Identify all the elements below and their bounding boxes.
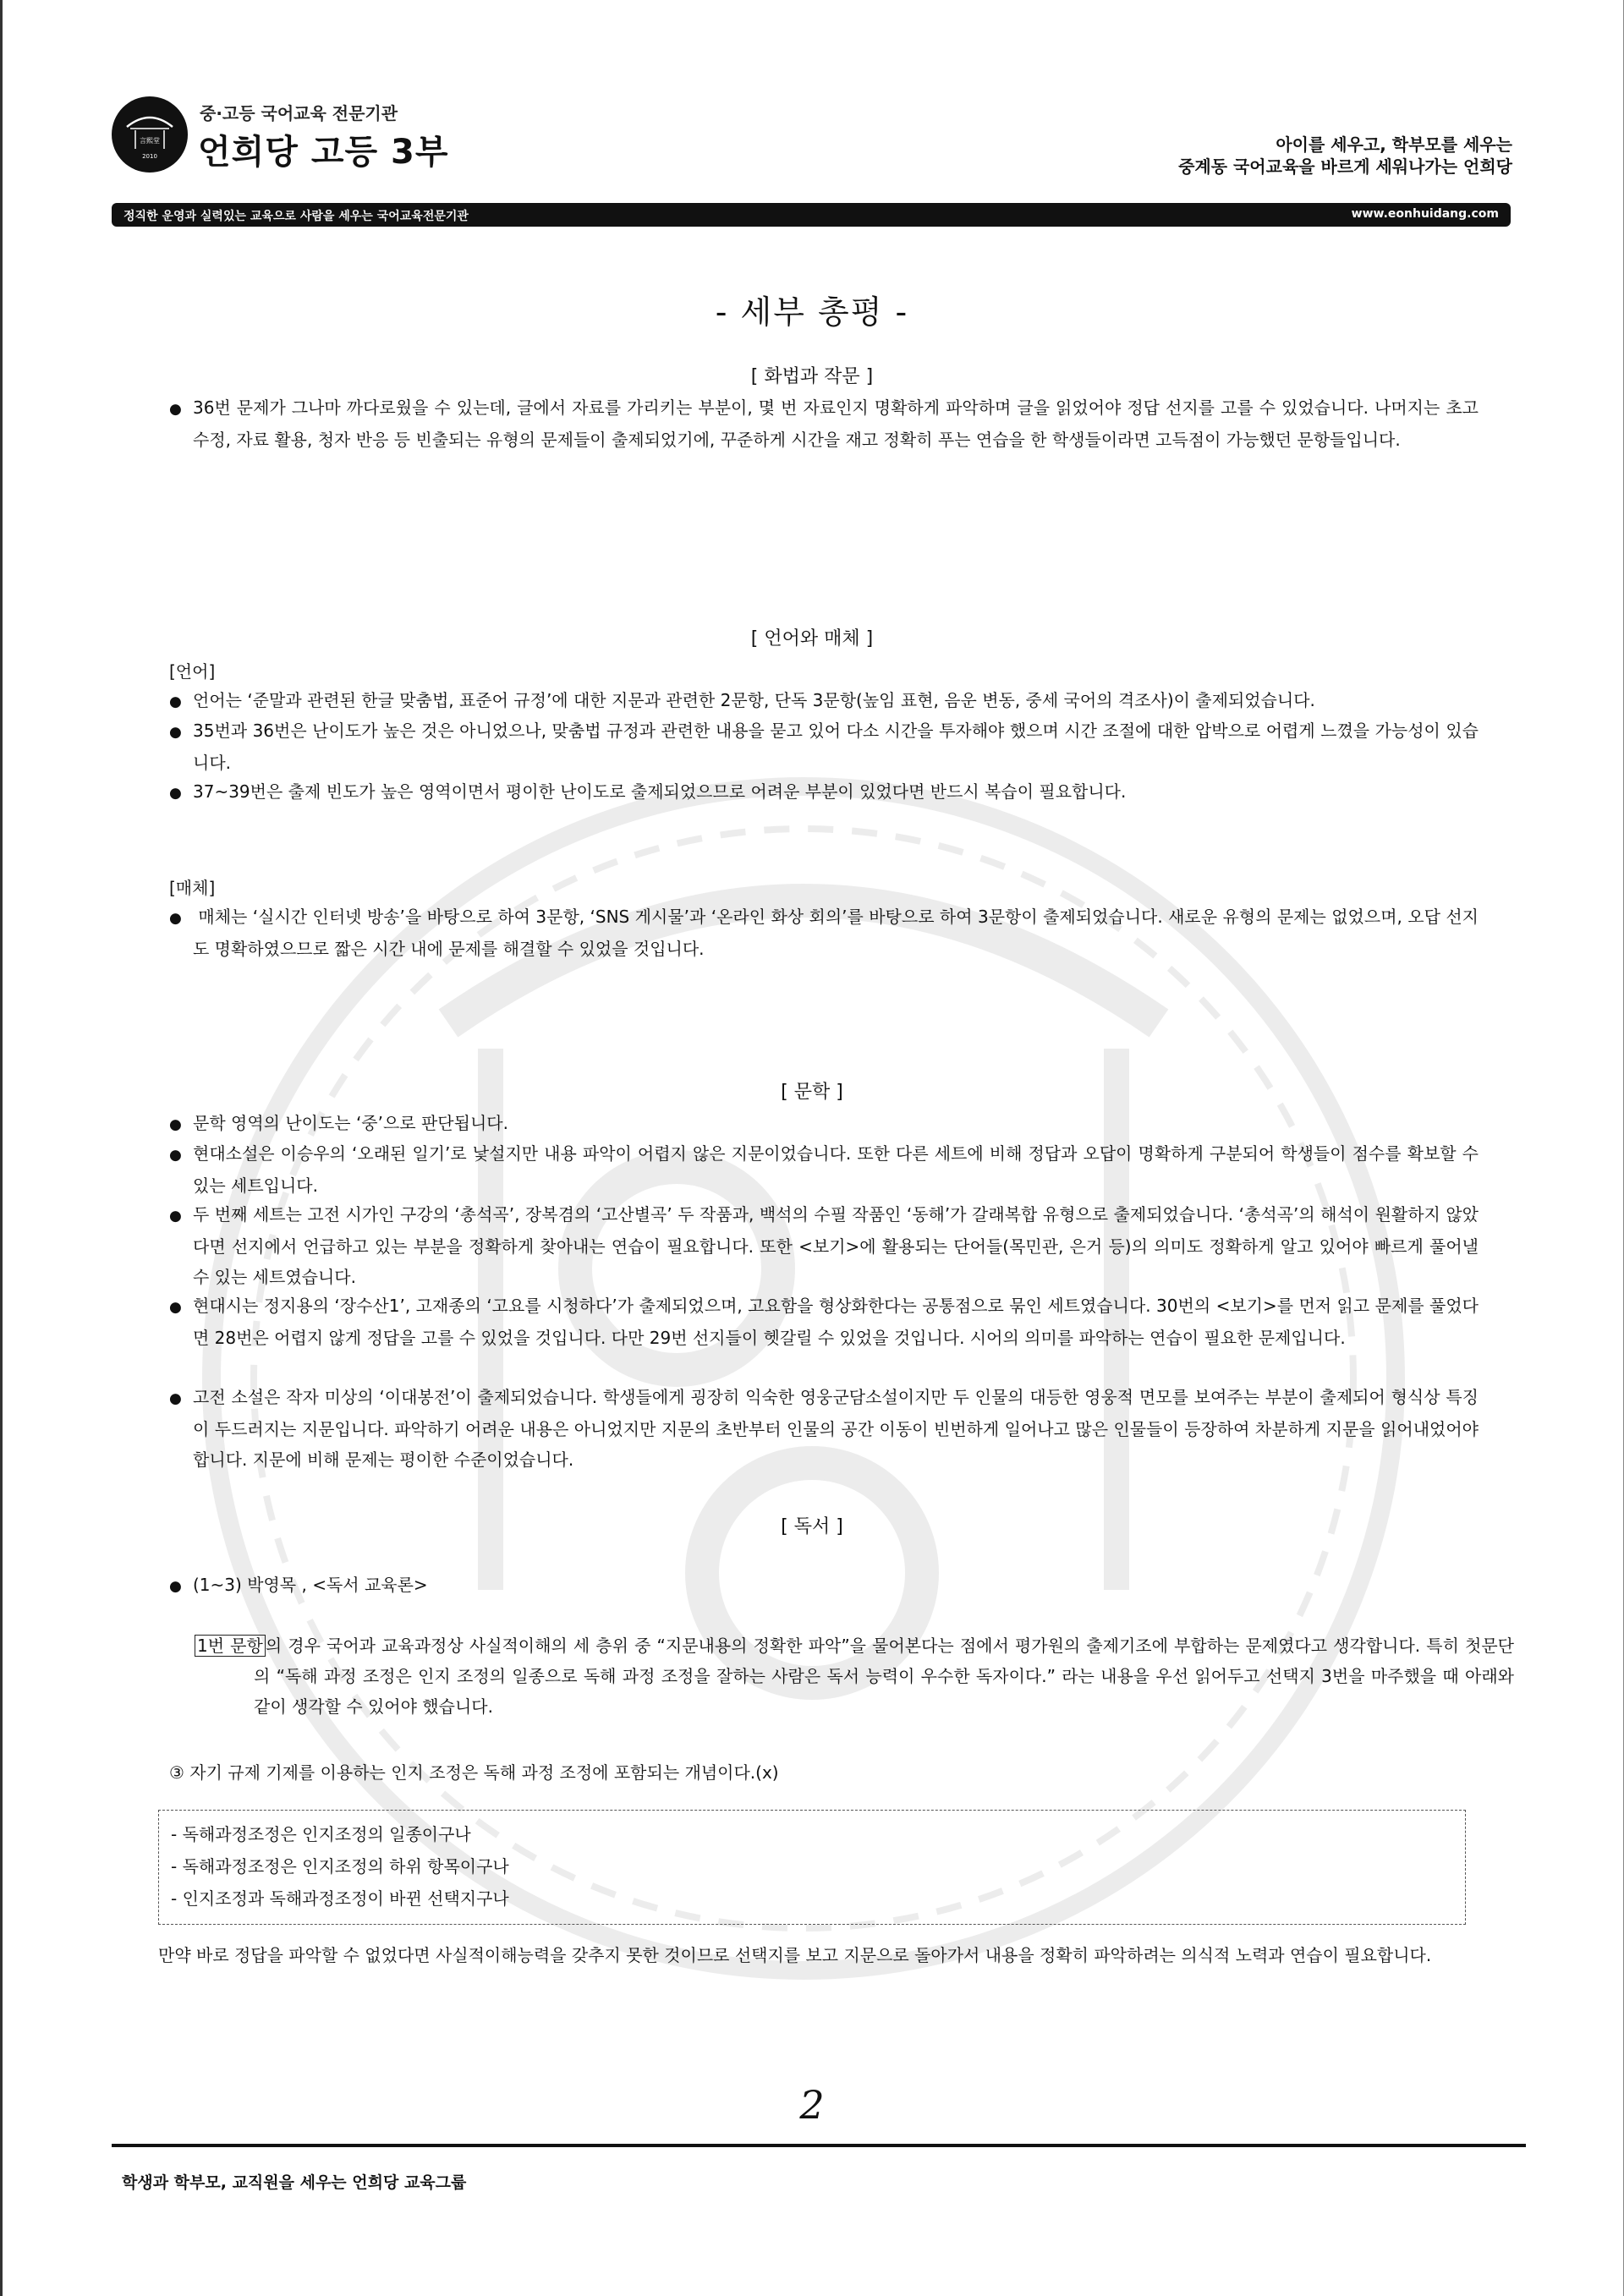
brand-name: 언희당 고등 3부 [198,133,449,172]
page-title: - 세부 총평 - [715,293,909,331]
page-left-border [0,0,3,2296]
hwabeop-bullet-1: ● 36번 문제가 그나마 까다로웠을 수 있는데, 글에서 자료를 가리키는 부분이, 몇 번 자료인지 명확하게 파악하며 글을 읽었어야 정답 선지를 고를 수 있었습니다. 나머지는 초고 수정, 자료 활용, 청자 반응 등 빈출되는 유형의 문제들이 출제되었기에, 꾸준하게 시간을 재고 정확히 푸는 연습을 한 학생들이라면 고득점이 가능했던 문항들입니다. [169,392,1479,455]
subheading-media: [매체] [169,878,216,898]
language-bullet-1: ● 언어는 ‘준말과 관련된 한글 맞춤법, 표준어 규정’에 대한 지문과 관련한 2문항, 단독 3문항(높임 표현, 음운 변동, 중세 국어의 격조사)이 출제되었습니다. [169,685,1479,717]
literature-bullet-4: ● 현대시는 정지용의 ‘장수산1’, 고재종의 ‘고요를 시청하다’가 출제되었으며, 고요함을 형상화한다는 공통점으로 묶인 세트였습니다. 30번의 <보기>를 먼저 읽고 문제를 풀었다면 28번은 어렵지 않게 정답을 고를 수 있었을 것입니다. 다만 29번 선지들이 헷갈릴 수 있었을 것입니다. 시어의 의미를 파악하는 연습이 필요한 문제입니다. [169,1290,1479,1353]
question-1-text: 의 경우 국어과 교육과정상 사실적이해의 세 층위 중 “지문내용의 정확한 파악”을 물어본다는 점에서 평가원의 출제기조에 부합하는 문제였다고 생각합니다. 특히 첫문단의 “독해 과정 조정은 인지 조정의 일종으로 독해 과정 조정을 잘하는 사람은 독서 능력이 우수한 독자이다.” 라는 내용을 우선 읽어두고 선택지 3번을 마주했을 때 아래와 같이 생각할 수 있어야 했습니다. [254,1636,1514,1717]
page-number: 2 [799,2082,825,2128]
slogan-line-2: 중계동 국어교육을 바르게 세워나가는 언희당 [1178,156,1512,177]
reading-closing: 만약 바로 정답을 파악할 수 없었다면 사실적이해능력을 갖추지 못한 것이므로 선택지를 보고 지문으로 돌아가서 내용을 정확히 파악하려는 의식적 노력과 연습이 필요합니다. [158,1945,1432,1965]
reading-q1-explanation [195,1630,1514,1722]
choice-3-statement: ③ 자기 규제 기제를 이용하는 인지 조정은 독해 과정 조정에 포함되는 개념이다.(x) [169,1762,779,1783]
subheading-language: [언어] [169,661,216,682]
svg-text:言熙堂: 言熙堂 [140,137,160,145]
slogan-line-1: 아이를 세우고, 학부모를 세우는 [1276,134,1512,155]
section-heading-dokseo: [ 독서 ] [781,1516,843,1537]
literature-bullet-3: ● 두 번째 세트는 고전 시가인 구강의 ‘총석곡’, 장복겸의 ‘고산별곡’ 두 작품과, 백석의 수필 작품인 ‘동해’가 갈래복합 유형으로 출제되었습니다. ‘총석곡’의 해석이 원활하지 않았다면 선지에서 언급하고 있는 부분을 정확하게 찾아내는 연습이 필요합니다. 또한 <보기>에 활용되는 단어들(목민관, 은거 등)의 의미도 정확하게 알고 있어야 빠르게 풀어낼 수 있는 세트였습니다. [169,1199,1479,1292]
language-bullet-2: ● 35번과 36번은 난이도가 높은 것은 아니었으나, 맞춤법 규정과 관련한 내용을 묻고 있어 다소 시간을 투자해야 했으며 시간 조절에 대한 압박으로 어렵게 느꼈을 가능성이 있습니다. [169,715,1479,778]
question-1-label: 1번 문항 [195,1635,266,1657]
literature-bullet-5: ● 고전 소설은 작자 미상의 ‘이대봉전’이 출제되었습니다. 학생들에게 굉장히 익숙한 영웅군담소설이지만 두 인물의 대등한 영웅적 면모를 보여주는 부분이 출제되어 형식상 특징이 두드러지는 지문입니다. 파악하기 어려운 내용은 아니었지만 지문의 초반부터 인물의 공간 이동이 빈번하게 일어나고 많은 인물들이 등장하여 차분하게 지문을 읽어내었어야 합니다. 지문에 비해 문제는 평이한 수준이었습니다. [169,1382,1479,1475]
literature-bullet-2: ● 현대소설은 이승우의 ‘오래된 일기’로 낯설지만 내용 파악이 어렵지 않은 지문이었습니다. 또한 다른 세트에 비해 정답과 오답이 명확하게 구분되어 학생들이 점수를 확보할 수 있는 세트입니다. [169,1138,1479,1201]
thinking-box [158,1810,1466,1925]
svg-text:2010: 2010 [142,153,157,160]
footer-text: 학생과 학부모, 교직원을 세우는 언희당 교육그룹 [122,2173,467,2192]
logo-icon [112,96,188,173]
website-link[interactable]: www.eonhuidang.com [1351,207,1499,221]
section-heading-munhak: [ 문학 ] [781,1082,843,1103]
section-heading-hwabeop: [ 화법과 작문 ] [750,366,874,387]
thinking-line-1: - 독해과정조정은 인지조정의 일종이구나 [171,1824,471,1844]
thinking-line-3: - 인지조정과 독해과정조정이 바뀐 선택지구나 [171,1888,509,1909]
header-bar [112,203,1511,227]
language-bullet-3: ● 37~39번은 출제 빈도가 높은 영역이면서 평이한 난이도로 출제되었으므로 어려운 부분이 있었다면 반드시 복습이 필요합니다. [169,776,1479,808]
header-slogan [1178,134,1512,178]
logo-emblem [112,96,188,173]
media-bullet-1: ● 매체는 ‘실시간 인터넷 방송’을 바탕으로 하여 3문항, ‘SNS 게시물’과 ‘온라인 화상 회의’를 바탕으로 하여 3문항이 출제되었습니다. 새로운 유형의 문제는 없었으며, 오답 선지도 명확하였으므로 짧은 시간 내에 문제를 해결할 수 있었을 것입니다. [169,901,1479,964]
reading-bullet-1: ● (1~3) 박영목 , <독서 교육론> [169,1570,1479,1602]
section-heading-eoneo: [ 언어와 매체 ] [750,628,874,649]
thinking-line-2: - 독해과정조정은 인지조정의 하위 항목이구나 [171,1856,509,1877]
bar-motto: 정직한 운영과 실력있는 교육으로 사람을 세우는 국어교육전문기관 [123,210,469,223]
org-tagline: 중·고등 국어교육 전문기관 [200,103,398,123]
footer-divider [112,2144,1526,2147]
literature-bullet-1: ● 문학 영역의 난이도는 ‘중’으로 판단됩니다. [169,1108,1479,1140]
